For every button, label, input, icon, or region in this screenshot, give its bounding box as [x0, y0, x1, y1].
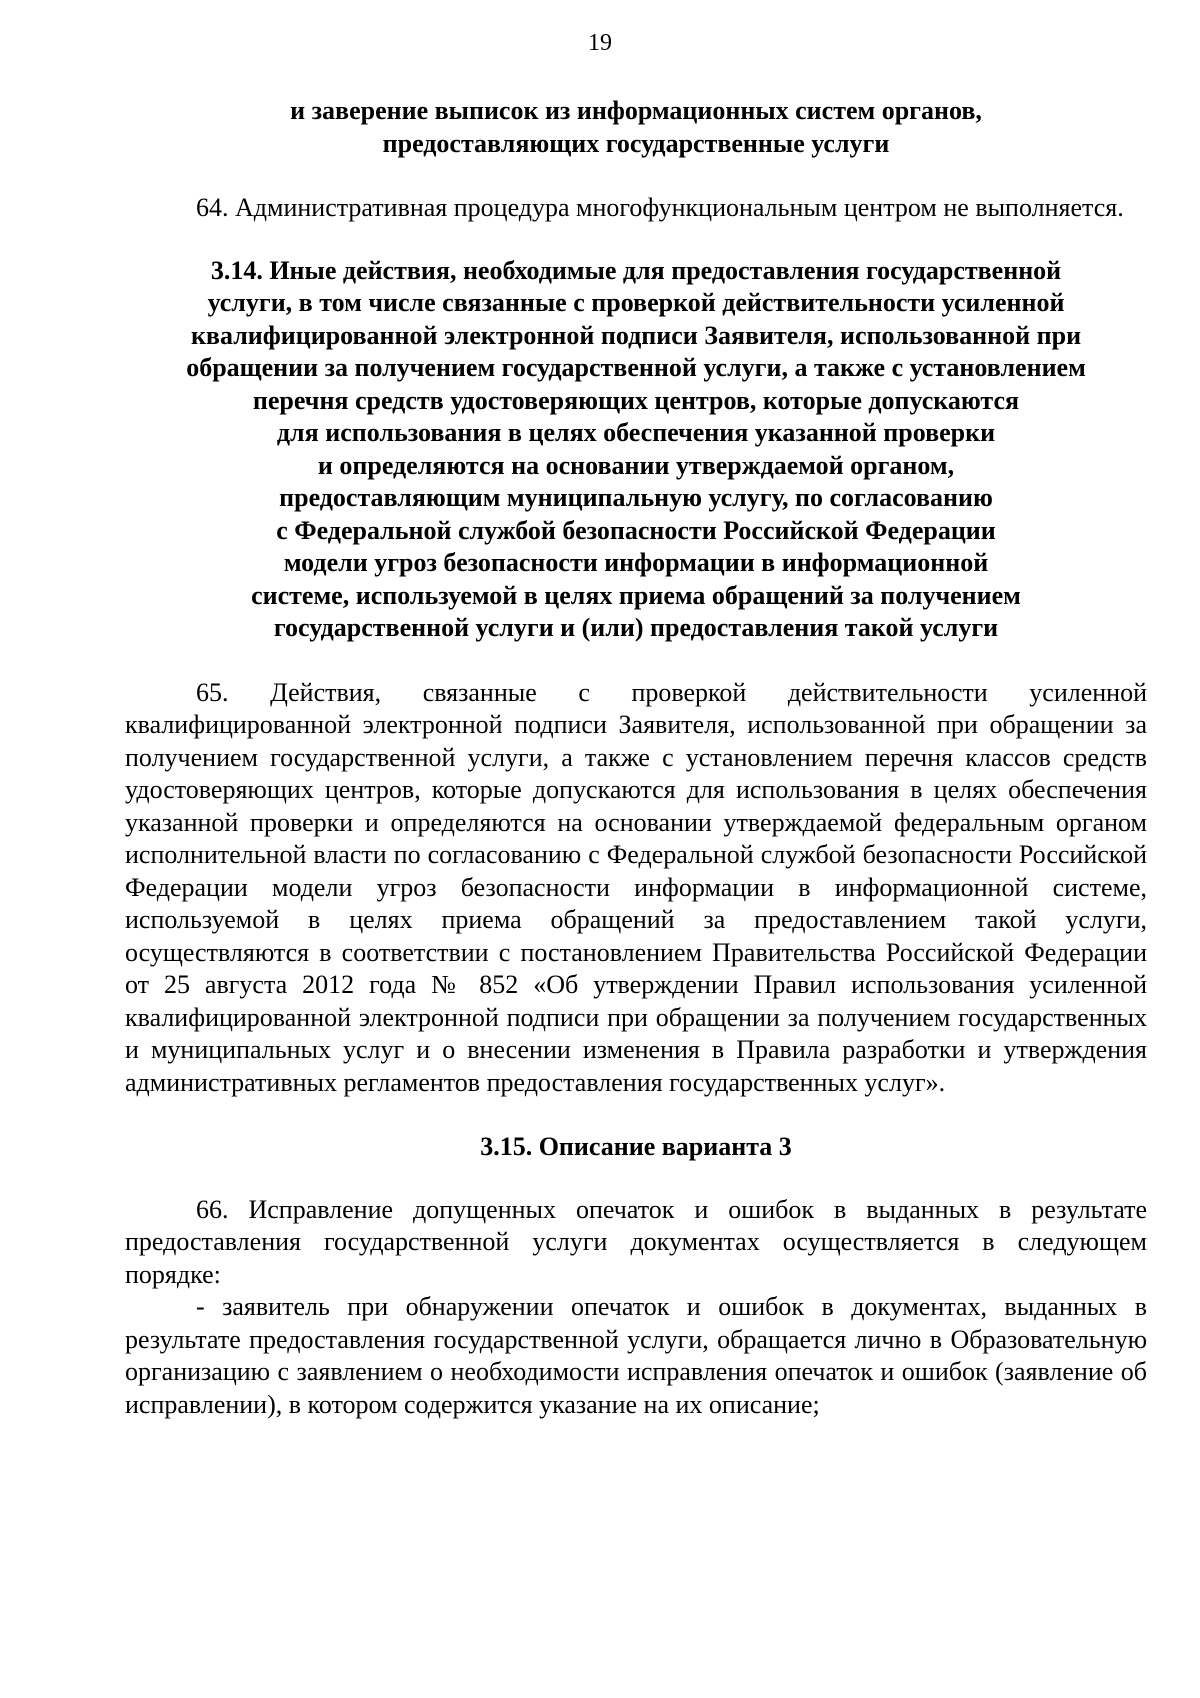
section-3-14-heading — [125, 255, 1147, 645]
section-3-15-heading — [125, 1131, 1147, 1164]
heading-line: квалифицированной электронной подписи Заявителя, использованной при — [190, 320, 1082, 350]
heading-line: для использования в целях обеспечения указанной проверки — [276, 418, 996, 447]
heading-line: государственной услуги и (или) предоставления такой услуги — [273, 613, 999, 642]
heading-line: модели угроз безопасности информации в информационной — [283, 548, 989, 577]
heading-line: 3.14. Иные действия, необходимые для предоставления государственной — [210, 255, 1062, 285]
heading-line: системе, используемой в целях приема обращений за получением — [251, 580, 1021, 610]
page-number: 19 — [588, 30, 612, 56]
paragraph-64: 64. Административная процедура многофункциональным центром не выполняется. — [196, 193, 1124, 222]
heading-line: 3.15. Описание варианта 3 — [480, 1132, 792, 1161]
heading-line: перечня средств удостоверяющих центров, которые допускаются — [252, 385, 1020, 415]
heading-line: и заверение выписок из информационных систем органов, — [290, 96, 982, 125]
paragraph-66-list-item: - заявитель при обнаружении опечаток и ошибок в документах, выданных в результате предоставления государственной услуги, обращается лично в Образовательную организацию с заявлением о необходимости исправления опечаток и ошибок (заявление об исправлении), в котором содержится указание на их описание; — [125, 1292, 1147, 1419]
page-content — [125, 95, 1147, 1421]
heading-line: с Федеральной службой безопасности Российской Федерации — [276, 515, 996, 545]
heading-line: услуги, в том числе связанные с проверкой действительности усиленной — [207, 288, 1065, 317]
heading-line: предоставляющим муниципальную услугу, по согласованию — [279, 483, 993, 512]
heading-line: обращении за получением государственной услуги, а также с установлением — [186, 353, 1086, 382]
paragraph-65: 65. Действия, связанные с проверкой действительности усиленной квалифицированной электронной подписи Заявителя, использованной при обращении за получением государственной услуги, а также с установлением перечня классов средств удостоверяющих центров, которые допускаются для использования в целях обеспечения указанной проверки и определяются на основании утверждаемой федеральным органом исполнительной власти по согласованию с Федеральной службой безопасности Российской Федерации модели угроз безопасности информации в информационной системе, используемой в целях приема обращений за предоставлением такой услуги, осуществляются в соответствии с постановлением Правительства Российской Федерации от 25 августа 2012 года № 852 «Об утверждении Правил использования усиленной квалифицированной электронной подписи при обращении за получением государственных и муниципальных услуг и о внесении изменения в Правила разработки и утверждения административных регламентов предоставления государственных услуг». — [125, 677, 1147, 1097]
heading-line: предоставляющих государственные услуги — [382, 128, 890, 158]
heading-line: и определяются на основании утверждаемой органом, — [317, 450, 955, 480]
intro-heading — [125, 95, 1147, 160]
paragraph-66: 66. Исправление допущенных опечаток и ошибок в выданных в результате предоставления государственной услуги документах осуществляется в следующем порядке: — [125, 1194, 1147, 1289]
